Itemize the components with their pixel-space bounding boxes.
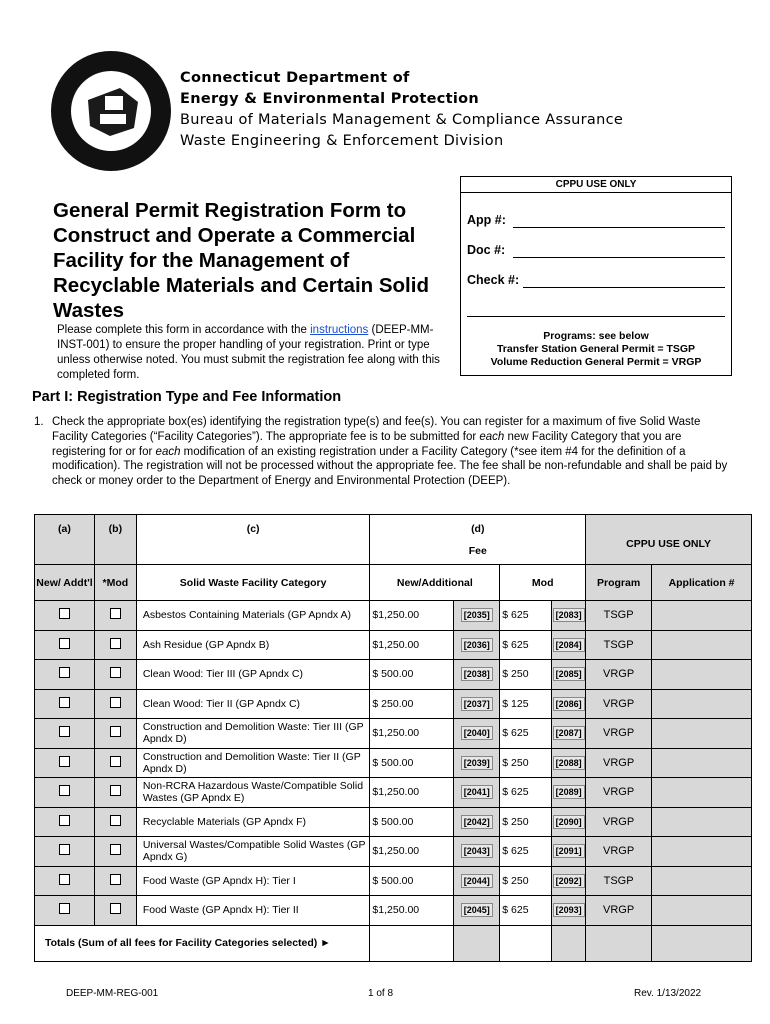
new-checkbox-cell (35, 601, 95, 631)
category-cell: Clean Wood: Tier III (GP Apndx C) (136, 660, 370, 690)
mod-fee-code-cell (552, 689, 586, 719)
new-fee-code: [2036] (461, 638, 493, 652)
new-fee-code: [2038] (461, 667, 493, 681)
mod-checkbox[interactable] (110, 815, 121, 826)
agency-line-4: Waste Engineering & Enforcement Division (180, 133, 504, 149)
totals-new-field[interactable] (370, 925, 454, 961)
table-row (35, 896, 752, 926)
new-fee-code: [2035] (461, 608, 493, 622)
category-cell: Ash Residue (GP Apndx B) (136, 630, 370, 660)
mod-fee-code: [2088] (553, 756, 585, 770)
mod-fee-code-cell (552, 837, 586, 867)
doc-number-field[interactable] (513, 257, 725, 258)
mod-fee: $ 625 (500, 837, 552, 867)
mod-checkbox-cell (94, 689, 136, 719)
program-cell: VRGP (586, 719, 652, 749)
mod-fee: $ 625 (500, 778, 552, 808)
new-fee-code-cell (454, 837, 500, 867)
intro-text-2: (DEEP-MM-INST-001) to ensure the proper handling of your registration. Print or type unless otherwise noted. You must submit the registration fee along with this completed form. (57, 324, 440, 381)
cppu-box-header: CPPU USE ONLY (461, 177, 731, 193)
new-fee-code-cell (454, 866, 500, 896)
check-number-field[interactable] (523, 287, 725, 288)
new-checkbox[interactable] (59, 608, 70, 619)
category-cell: Universal Wastes/Compatible Solid Wastes (GP Apndx G) (136, 837, 370, 867)
new-checkbox-cell (35, 689, 95, 719)
new-fee: $1,250.00 (370, 630, 454, 660)
new-fee-code: [2042] (461, 815, 493, 829)
mod-checkbox[interactable] (110, 785, 121, 796)
new-fee: $ 500.00 (370, 866, 454, 896)
new-checkbox[interactable] (59, 874, 70, 885)
agency-line-2: Energy & Environmental Protection (180, 91, 480, 107)
totals-label: Totals (Sum of all fees for Facility Categories selected) ► (35, 925, 370, 961)
new-checkbox-cell (35, 778, 95, 808)
new-fee-code-cell (454, 660, 500, 690)
table-row (35, 807, 752, 837)
category-cell: Non-RCRA Hazardous Waste/Compatible Solid Wastes (GP Apndx E) (136, 778, 370, 808)
new-checkbox[interactable] (59, 667, 70, 678)
instruction-number: 1. (34, 416, 44, 428)
part-heading: Part I: Registration Type and Fee Information (32, 389, 342, 405)
intro-paragraph (57, 323, 457, 383)
table-row (35, 837, 752, 867)
agency-line-3: Bureau of Materials Management & Compliance Assurance (180, 112, 624, 128)
instruction-em-1: each (479, 430, 505, 443)
programs-line-1: Programs: see below (543, 330, 649, 342)
category-cell: Recyclable Materials (GP Apndx F) (136, 807, 370, 837)
mod-checkbox[interactable] (110, 697, 121, 708)
instructions-link[interactable]: instructions (310, 324, 369, 336)
new-fee-code-cell (454, 719, 500, 749)
app-number-label: App #: (467, 213, 506, 227)
mod-fee-code: [2090] (553, 815, 585, 829)
program-cell: TSGP (586, 601, 652, 631)
totals-new-code (454, 925, 500, 961)
category-cell: Construction and Demolition Waste: Tier III (GP Apndx D) (136, 719, 370, 749)
program-header: Program (586, 565, 652, 601)
new-fee-code: [2045] (461, 903, 493, 917)
program-cell: VRGP (586, 778, 652, 808)
mod-checkbox[interactable] (110, 726, 121, 737)
intro-text-1: Please complete this form in accordance with the (57, 324, 311, 336)
programs-legend (461, 330, 731, 369)
mod-header: Mod (500, 565, 586, 601)
agency-name-block (180, 68, 623, 152)
mod-checkbox-cell (94, 778, 136, 808)
mod-checkbox[interactable] (110, 638, 121, 649)
application-number-cell (652, 630, 752, 660)
mod-checkbox-cell (94, 866, 136, 896)
category-cell: Construction and Demolition Waste: Tier II (GP Apndx D) (136, 748, 370, 778)
mod-fee-code-cell (552, 748, 586, 778)
application-number-cell (652, 719, 752, 749)
new-fee-code: [2043] (461, 844, 493, 858)
registration-fee-table (34, 514, 752, 962)
mod-fee: $ 125 (500, 689, 552, 719)
new-fee: $1,250.00 (370, 896, 454, 926)
mod-checkbox[interactable] (110, 667, 121, 678)
mod-fee-code: [2084] (553, 638, 585, 652)
application-number-cell (652, 778, 752, 808)
mod-star-header: *Mod (94, 565, 136, 601)
table-row (35, 630, 752, 660)
col-c-header: (c) (136, 515, 370, 565)
programs-line-2: Transfer Station General Permit = TSGP (496, 343, 696, 355)
totals-application (652, 925, 752, 961)
new-fee: $ 250.00 (370, 689, 454, 719)
program-cell: TSGP (586, 630, 652, 660)
new-checkbox[interactable] (59, 815, 70, 826)
new-checkbox-cell (35, 630, 95, 660)
table-row (35, 689, 752, 719)
mod-checkbox-cell (94, 660, 136, 690)
new-checkbox[interactable] (59, 756, 70, 767)
mod-fee-code: [2092] (553, 874, 585, 888)
mod-fee-code: [2089] (553, 785, 585, 799)
new-checkbox-cell (35, 807, 95, 837)
page-number: 1 of 8 (368, 988, 394, 999)
category-cell: Clean Wood: Tier II (GP Apndx C) (136, 689, 370, 719)
cppu-use-only-header: CPPU USE ONLY (586, 515, 752, 565)
new-fee-code-cell (454, 630, 500, 660)
new-additional-header: New/Additional (370, 565, 500, 601)
application-number-cell (652, 601, 752, 631)
app-number-field[interactable] (513, 227, 725, 228)
cppu-use-only-box (460, 176, 732, 376)
new-fee-code: [2039] (461, 756, 493, 770)
mod-fee-code: [2091] (553, 844, 585, 858)
new-addtl-header: New/ Addt'l (35, 565, 95, 601)
new-checkbox-cell (35, 896, 95, 926)
mod-fee-code: [2086] (553, 697, 585, 711)
mod-checkbox[interactable] (110, 608, 121, 619)
instruction-text-c: modification of an existing registration under a Facility Category (*see item #4 for the definition of a modification). The registration will not be processed without the appropriate fee. The fee shall be non-refundable and shall be paid by check or money order to the Department of Energy and Environmental Protection (DEEP). (52, 445, 728, 488)
table-row (35, 719, 752, 749)
new-fee: $ 500.00 (370, 807, 454, 837)
program-cell: VRGP (586, 748, 652, 778)
new-fee-code-cell (454, 778, 500, 808)
agency-line-1: Connecticut Department of (180, 70, 410, 86)
application-number-cell (652, 689, 752, 719)
new-fee-code-cell (454, 807, 500, 837)
mod-checkbox-cell (94, 748, 136, 778)
new-checkbox[interactable] (59, 726, 70, 737)
instruction-text-a: Check the appropriate box(es) identifying the registration type(s) and fee(s). You can register for a maximum of five Solid Waste Facility Categories (“Facility Categories”). The appropriate fee is to be submitted for (52, 416, 701, 443)
application-number-cell (652, 896, 752, 926)
mod-fee-code-cell (552, 660, 586, 690)
totals-program (586, 925, 652, 961)
mod-fee-code: [2083] (553, 608, 585, 622)
new-fee: $1,250.00 (370, 601, 454, 631)
table-row (35, 601, 752, 631)
deep-seal-logo (50, 50, 172, 172)
new-fee-code: [2041] (461, 785, 493, 799)
mod-fee: $ 625 (500, 630, 552, 660)
mod-fee: $ 250 (500, 866, 552, 896)
new-checkbox[interactable] (59, 785, 70, 796)
mod-checkbox-cell (94, 807, 136, 837)
mod-checkbox[interactable] (110, 903, 121, 914)
mod-fee-code: [2085] (553, 667, 585, 681)
application-header: Application # (652, 565, 752, 601)
table-row (35, 778, 752, 808)
mod-fee: $ 250 (500, 807, 552, 837)
table-row (35, 660, 752, 690)
new-checkbox-cell (35, 719, 95, 749)
mod-fee: $ 625 (500, 719, 552, 749)
mod-checkbox[interactable] (110, 756, 121, 767)
form-id: DEEP-MM-REG-001 (66, 988, 159, 999)
new-fee-code: [2037] (461, 697, 493, 711)
table-row (35, 866, 752, 896)
program-cell: VRGP (586, 807, 652, 837)
new-checkbox-cell (35, 748, 95, 778)
instruction-text-b: new Facility Category that you are registering for or for (52, 430, 682, 458)
application-number-cell (652, 837, 752, 867)
application-number-cell (652, 660, 752, 690)
table-row (35, 748, 752, 778)
mod-fee-code: [2087] (553, 726, 585, 740)
mod-fee-code-cell (552, 778, 586, 808)
totals-mod-code (552, 925, 586, 961)
col-a-header: (a) (35, 515, 95, 565)
new-fee: $ 500.00 (370, 660, 454, 690)
category-cell: Asbestos Containing Materials (GP Apndx A) (136, 601, 370, 631)
new-checkbox[interactable] (59, 697, 70, 708)
new-checkbox-cell (35, 837, 95, 867)
mod-fee-code-cell (552, 601, 586, 631)
mod-checkbox[interactable] (110, 844, 121, 855)
col-b-header: (b) (94, 515, 136, 565)
program-cell: VRGP (586, 896, 652, 926)
programs-line-3: Volume Reduction General Permit = VRGP (490, 356, 702, 368)
program-cell: VRGP (586, 837, 652, 867)
mod-fee: $ 250 (500, 660, 552, 690)
mod-fee: $ 625 (500, 896, 552, 926)
program-cell: TSGP (586, 866, 652, 896)
new-fee: $1,250.00 (370, 778, 454, 808)
application-number-cell (652, 748, 752, 778)
mod-fee-code: [2093] (553, 903, 585, 917)
category-cell: Food Waste (GP Apndx H): Tier II (136, 896, 370, 926)
mod-fee-code-cell (552, 866, 586, 896)
new-checkbox[interactable] (59, 903, 70, 914)
mod-checkbox[interactable] (110, 874, 121, 885)
application-number-cell (652, 807, 752, 837)
mod-checkbox-cell (94, 896, 136, 926)
new-fee-code: [2044] (461, 874, 493, 888)
instruction-1 (34, 415, 734, 489)
new-fee: $1,250.00 (370, 719, 454, 749)
new-fee: $ 500.00 (370, 748, 454, 778)
category-cell: Food Waste (GP Apndx H): Tier I (136, 866, 370, 896)
new-checkbox-cell (35, 660, 95, 690)
mod-checkbox-cell (94, 837, 136, 867)
new-fee: $1,250.00 (370, 837, 454, 867)
mod-fee-code-cell (552, 630, 586, 660)
mod-checkbox-cell (94, 601, 136, 631)
form-title: General Permit Registration Form to Construct and Operate a Commercial Facility for the Management of Recyclable Materials and Certain Solid Wastes (53, 199, 429, 322)
new-checkbox[interactable] (59, 638, 70, 649)
instruction-em-2: each (155, 445, 181, 458)
new-fee-code-cell (454, 748, 500, 778)
check-number-label: Check #: (467, 273, 520, 287)
mod-checkbox-cell (94, 630, 136, 660)
mod-fee: $ 625 (500, 601, 552, 631)
new-fee-code-cell (454, 689, 500, 719)
program-cell: VRGP (586, 689, 652, 719)
new-fee-code-cell (454, 896, 500, 926)
new-fee-code: [2040] (461, 726, 493, 740)
new-checkbox[interactable] (59, 844, 70, 855)
mod-fee: $ 250 (500, 748, 552, 778)
new-fee-code-cell (454, 601, 500, 631)
mod-checkbox-cell (94, 719, 136, 749)
totals-mod-field[interactable] (500, 925, 552, 961)
col-d-header (370, 515, 586, 565)
col-d-label: (d) (471, 523, 485, 535)
new-checkbox-cell (35, 866, 95, 896)
application-number-cell (652, 866, 752, 896)
mod-fee-code-cell (552, 807, 586, 837)
mod-fee-code-cell (552, 896, 586, 926)
category-header: Solid Waste Facility Category (136, 565, 370, 601)
fee-label: Fee (468, 545, 487, 557)
program-cell: VRGP (586, 660, 652, 690)
doc-number-label: Doc #: (467, 243, 506, 257)
cppu-blank-field[interactable] (467, 316, 725, 317)
mod-fee-code-cell (552, 719, 586, 749)
revision-date: Rev. 1/13/2022 (634, 988, 702, 999)
